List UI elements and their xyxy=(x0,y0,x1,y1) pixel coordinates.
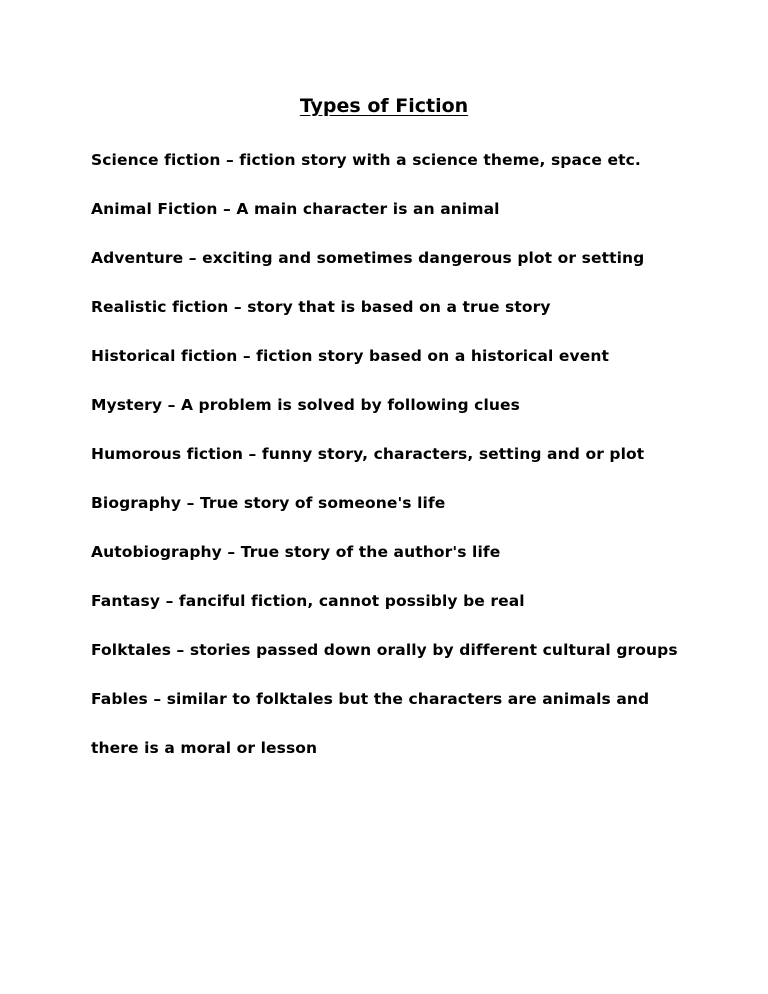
list-item: Mystery – A problem is solved by following clues xyxy=(91,396,520,414)
page-title: Types of Fiction xyxy=(299,95,469,117)
list-item: Humorous fiction – funny story, characters, setting and or plot xyxy=(91,445,645,463)
list-item: Folktales – stories passed down orally by different cultural groups xyxy=(91,641,678,659)
fiction-types-list xyxy=(91,148,751,785)
list-item: Realistic fiction – story that is based on a true story xyxy=(91,298,551,316)
list-item: Fables – similar to folktales but the characters are animals and xyxy=(91,690,650,708)
list-item: Fantasy – fanciful fiction, cannot possibly be real xyxy=(91,592,525,610)
list-item: Historical fiction – fiction story based on a historical event xyxy=(91,347,609,365)
list-item: Biography – True story of someone's life xyxy=(91,494,446,512)
list-item: Animal Fiction – A main character is an animal xyxy=(91,200,500,218)
list-item: Science fiction – fiction story with a science theme, space etc. xyxy=(91,151,641,169)
list-item: there is a moral or lesson xyxy=(91,739,318,757)
list-item: Autobiography – True story of the author's life xyxy=(91,543,501,561)
list-item: Adventure – exciting and sometimes dangerous plot or setting xyxy=(91,249,645,267)
